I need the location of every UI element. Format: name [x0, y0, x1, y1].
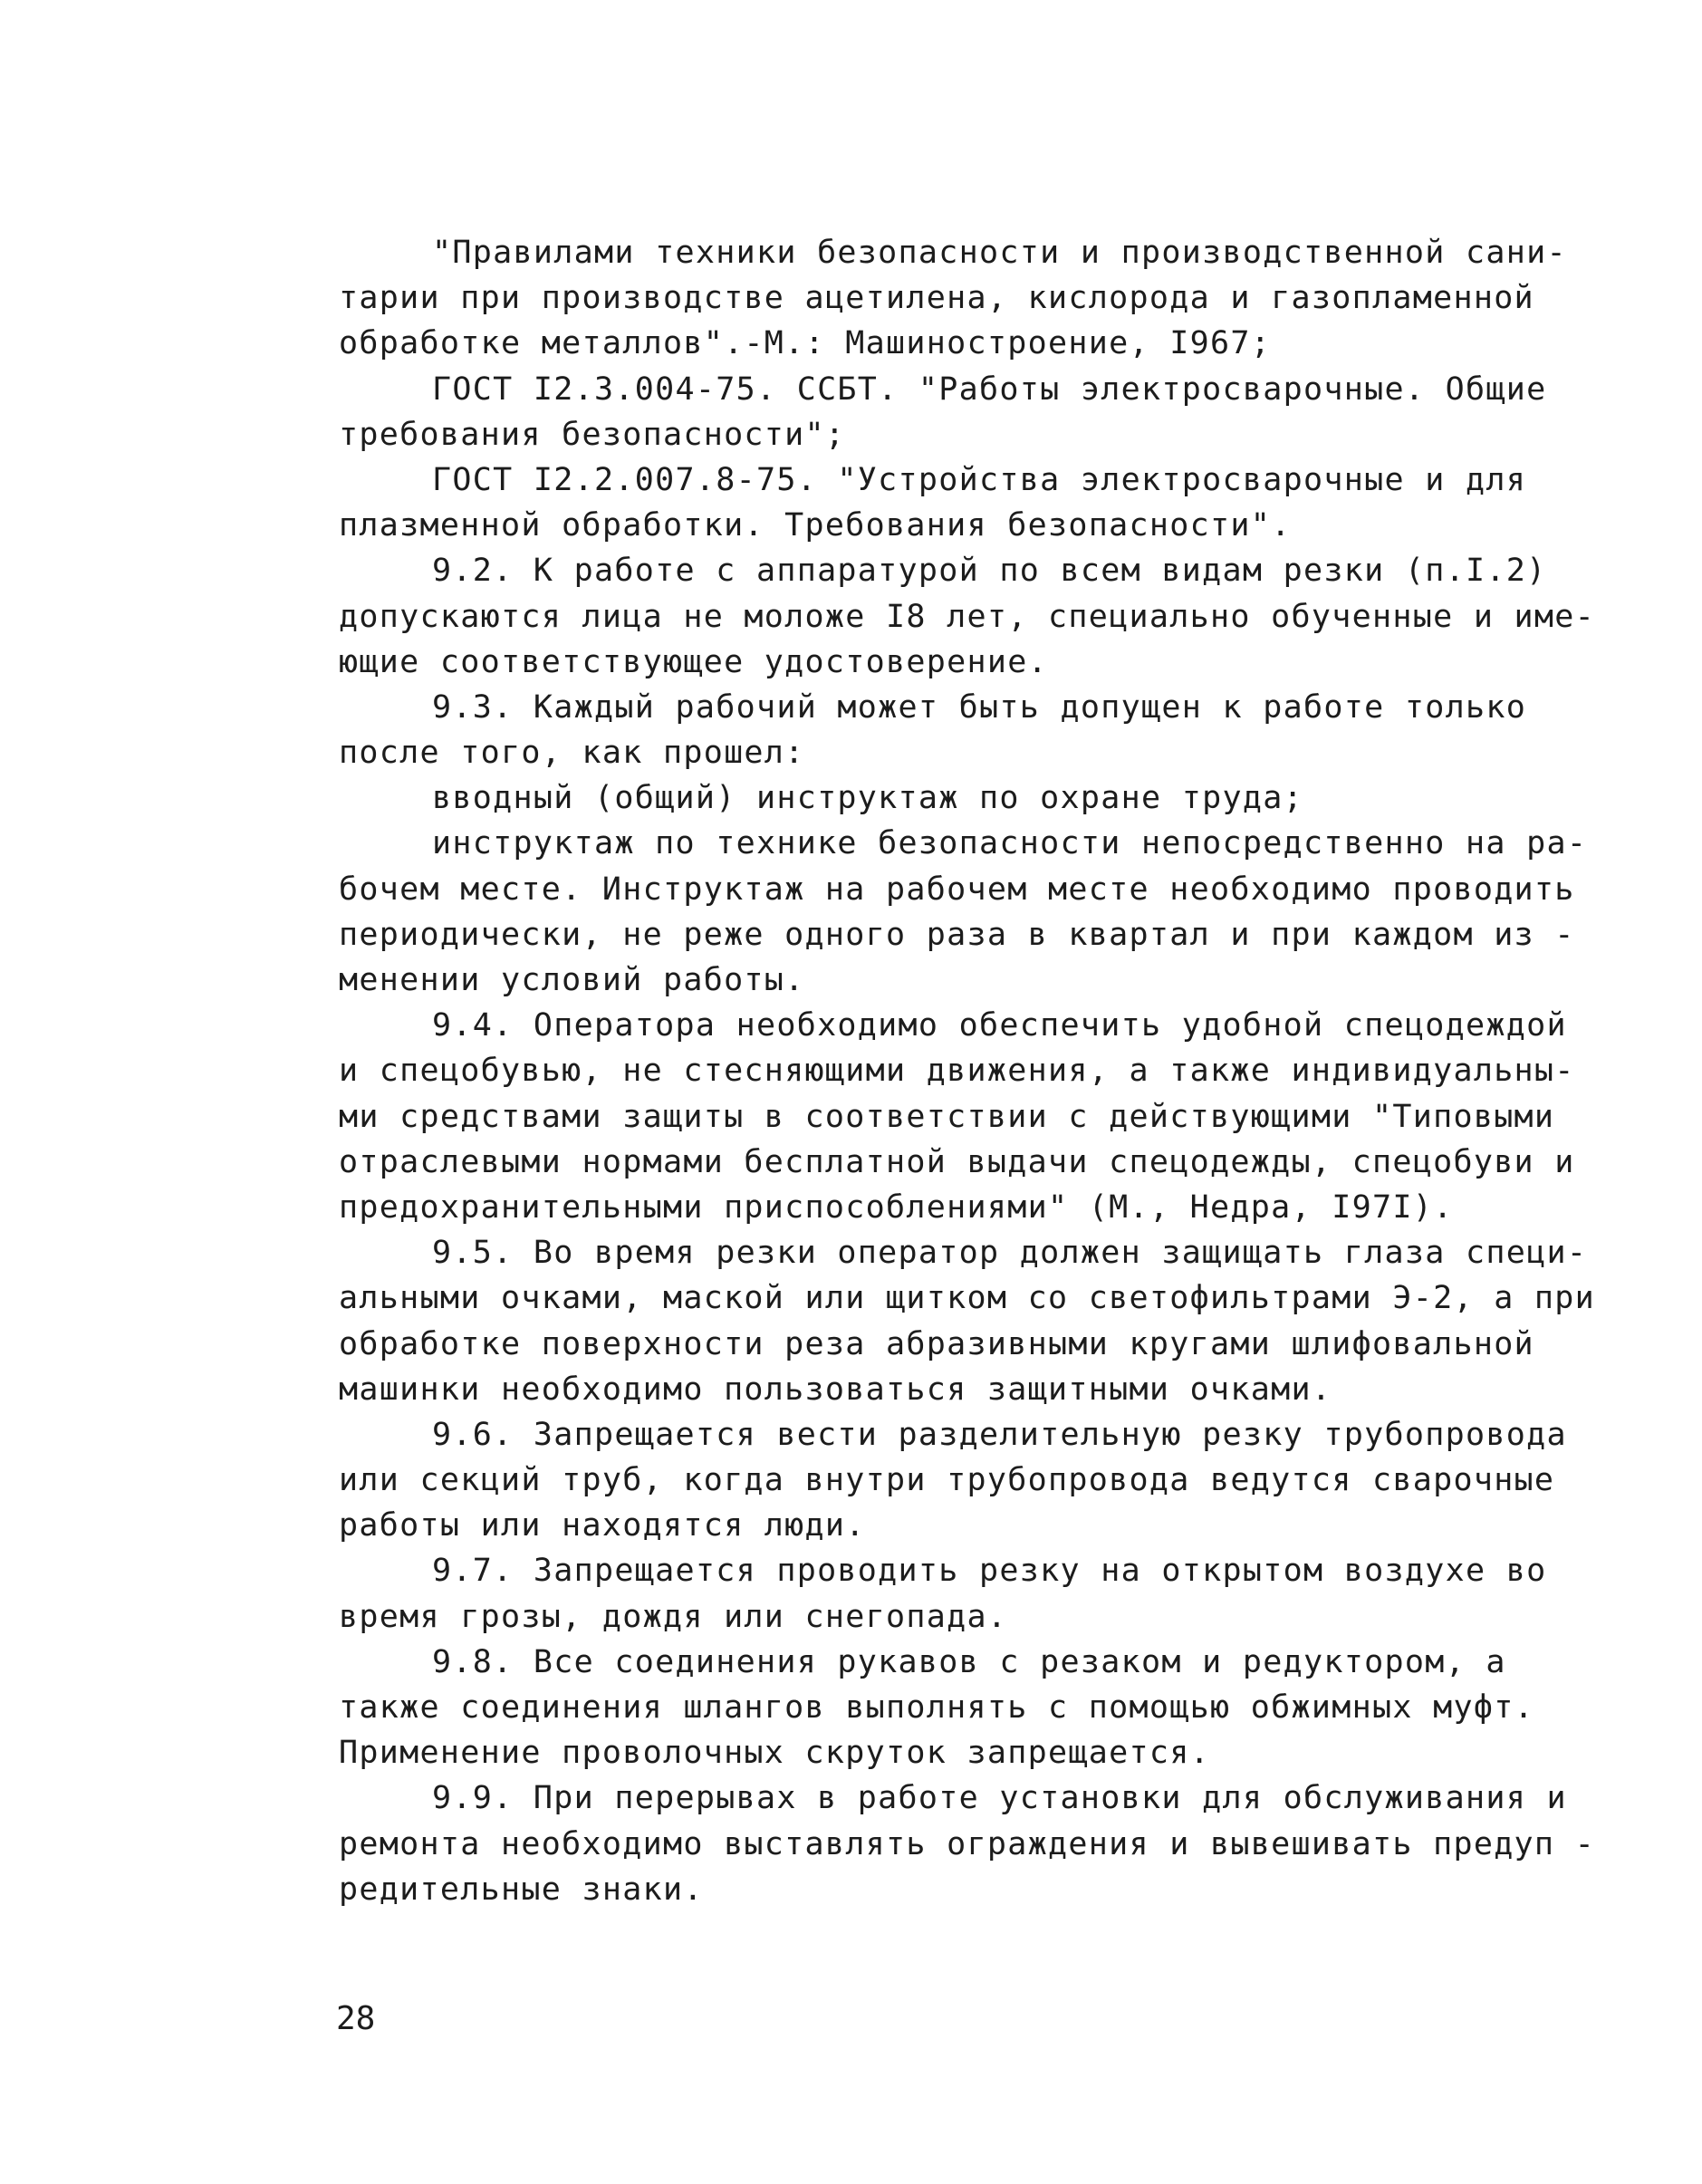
- text-line: после того, как прошел:: [339, 735, 805, 772]
- text-line: альными очками, маской или щитком со светофильтрами Э-2, а при: [339, 1280, 1596, 1317]
- text-line: 9.6. Запрещается вести разделительную резку трубопровода: [432, 1416, 1567, 1453]
- text-line: время грозы, дождя или снегопада.: [339, 1598, 1008, 1635]
- page-number: 28: [336, 2000, 376, 2037]
- text-line: ГОСТ I2.3.004-75. ССБТ. "Работы электросварочные. Общие: [432, 370, 1547, 408]
- text-line: тарии при производстве ацетилена, кислорода и газопламенной: [339, 280, 1534, 317]
- text-line: периодически, не реже одного раза в квартал и при каждом из -: [339, 916, 1575, 953]
- text-line: или секций труб, когда внутри трубопровода ведутся сварочные: [339, 1462, 1555, 1499]
- text-line: отраслевыми нормами бесплатной выдачи спецодежды, спецобуви и: [339, 1143, 1575, 1180]
- text-line: Применение проволочных скруток запрещается.: [339, 1735, 1210, 1772]
- text-line: "Правилами техники безопасности и производственной сани-: [432, 235, 1567, 271]
- text-line: требования безопасности";: [339, 416, 846, 453]
- text-line: бочем месте. Инструктаж на рабочем месте необходимо проводить: [339, 871, 1575, 908]
- text-line: обработке поверхности реза абразивными кругами шлифовальной: [339, 1325, 1534, 1362]
- body-text: [339, 230, 1596, 1912]
- text-line: ГОСТ I2.2.007.8-75. "Устройства электросварочные и для: [432, 461, 1527, 498]
- text-line: 9.9. При перерывах в работе установки для обслуживания и: [432, 1780, 1567, 1817]
- text-line: 9.5. Во время резки оператор должен защищать глаза специ-: [432, 1235, 1588, 1272]
- text-line: допускаются лица не моложе I8 лет, специально обученные и име-: [339, 598, 1596, 635]
- text-line: и спецобувью, не стесняющими движения, а также индивидуальны-: [339, 1053, 1575, 1090]
- text-line: инструктаж по технике безопасности непосредственно на ра-: [432, 825, 1588, 862]
- text-line: предохранительными приспособлениями" (М., Недра, I97I).: [339, 1188, 1454, 1226]
- text-line: 9.3. Каждый рабочий может быть допущен к работе только: [432, 688, 1527, 726]
- text-line: плазменной обработки. Требования безопасности".: [339, 507, 1292, 544]
- text-line: ющие соответствующее удостоверение.: [339, 643, 1049, 680]
- text-line: 9.2. К работе с аппаратурой по всем видам резки (п.I.2): [432, 553, 1547, 590]
- text-line: вводный (общий) инструктаж по охране труда;: [432, 780, 1303, 817]
- text-line: обработке металлов".-М.: Машиностроение, I967;: [339, 325, 1272, 362]
- text-line: менении условий работы.: [339, 962, 805, 998]
- text-line: 9.8. Все соединения рукавов с резаком и редуктором, а: [432, 1643, 1506, 1680]
- text-line: ми средствами защиты в соответствии с действующими "Типовыми: [339, 1098, 1555, 1135]
- text-line: 9.7. Запрещается проводить резку на открытом воздухе во: [432, 1553, 1547, 1590]
- text-line: работы или находятся люди.: [339, 1507, 866, 1544]
- text-line: ремонта необходимо выставлять ограждения и вывешивать предуп -: [339, 1825, 1596, 1862]
- text-line: редительные знаки.: [339, 1871, 704, 1908]
- text-line: машинки необходимо пользоваться защитными очками.: [339, 1371, 1332, 1408]
- text-line: также соединения шлангов выполнять с помощью обжимных муфт.: [339, 1689, 1534, 1726]
- text-line: 9.4. Оператора необходимо обеспечить удобной спецодеждой: [432, 1007, 1567, 1044]
